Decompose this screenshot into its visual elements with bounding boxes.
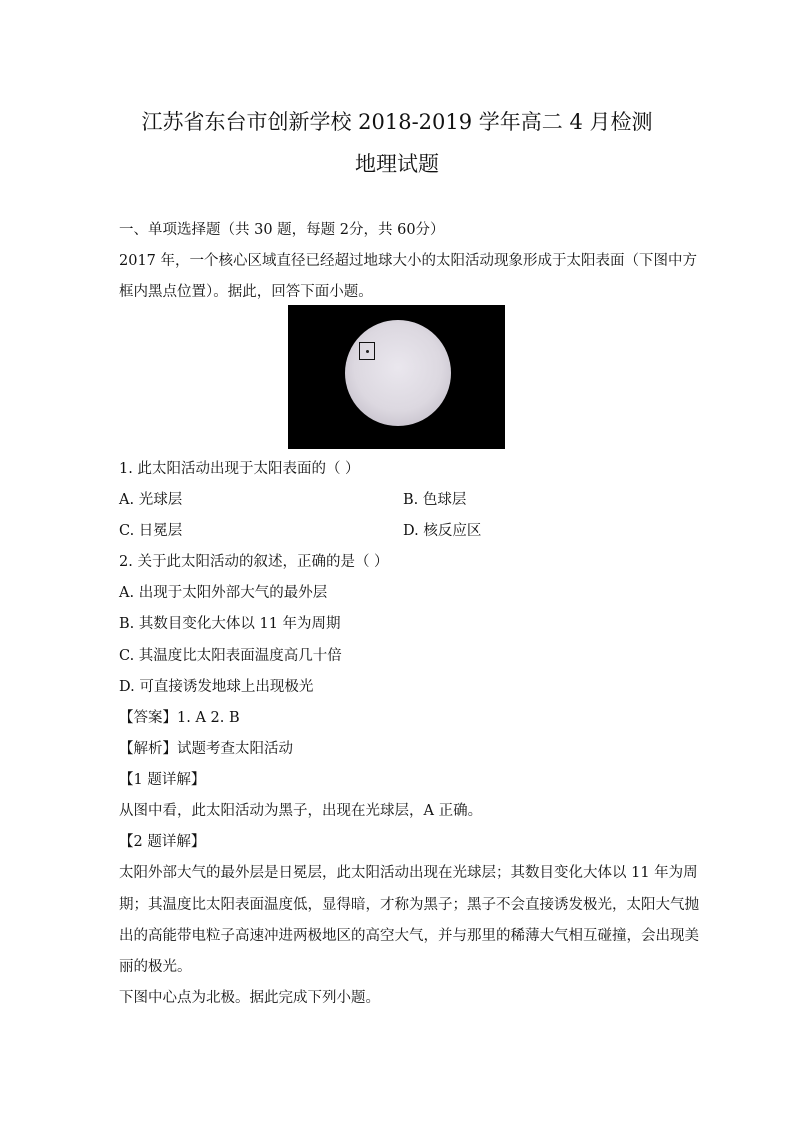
- q2-option-d: D. 可直接诱发地球上出现极光: [119, 679, 314, 695]
- sunspot-frame: [359, 342, 375, 360]
- next-question-intro: 下图中心点为北极。据此完成下列小题。: [119, 990, 380, 1006]
- page-title-line1: 江苏省东台市创新学校 2018-2019 学年高二 4 月检测: [141, 110, 653, 134]
- answer-line: 【答案】1. A 2. B: [119, 710, 240, 726]
- sunspot-dot: [366, 350, 369, 353]
- detail2-line3: 出的高能带电粒子高速冲进两极地区的高空大气，并与那里的稀薄大气相互碰撞，会出现美: [119, 928, 699, 944]
- q1-stem: 1. 此太阳活动出现于太阳表面的（ ）: [119, 461, 360, 477]
- q2-option-b: B. 其数目变化大体以 11 年为周期: [119, 616, 341, 632]
- detail2-heading: 【2 题详解】: [119, 834, 206, 850]
- q1-option-c: C. 日冕层: [119, 523, 183, 539]
- intro-line1: 2017 年，一个核心区域直径已经超过地球大小的太阳活动现象形成于太阳表面（下图中方: [119, 253, 698, 269]
- q2-option-a: A. 出现于太阳外部大气的最外层: [119, 585, 328, 601]
- section-heading: 一、单项选择题（共 30 题，每题 2分，共 60分）: [119, 222, 445, 238]
- intro-line2: 框内黑点位置）。据此，回答下面小题。: [119, 284, 373, 300]
- q2-stem: 2. 关于此太阳活动的叙述，正确的是（ ）: [119, 554, 389, 570]
- detail1-heading: 【1 题详解】: [119, 772, 206, 788]
- q1-option-b: B. 色球层: [403, 492, 467, 508]
- detail2-line1: 太阳外部大气的最外层是日冕层，此太阳活动出现在光球层；其数目变化大体以 11 年为周: [119, 865, 698, 881]
- detail1-text: 从图中看，此太阳活动为黑子，出现在光球层，A 正确。: [119, 803, 483, 819]
- q1-option-a: A. 光球层: [119, 492, 183, 508]
- detail2-line2: 期；其温度比太阳表面温度低，显得暗，才称为黑子；黑子不会直接诱发极光，太阳大气抛: [119, 897, 699, 913]
- analysis-line: 【解析】试题考查太阳活动: [119, 741, 293, 757]
- q2-option-c: C. 其温度比太阳表面温度高几十倍: [119, 648, 342, 664]
- sun-figure: [288, 305, 505, 449]
- detail2-line4: 丽的极光。: [119, 959, 192, 975]
- q1-option-d: D. 核反应区: [403, 523, 482, 539]
- sun-disk: [345, 320, 451, 426]
- page-title-line2: 地理试题: [355, 152, 439, 176]
